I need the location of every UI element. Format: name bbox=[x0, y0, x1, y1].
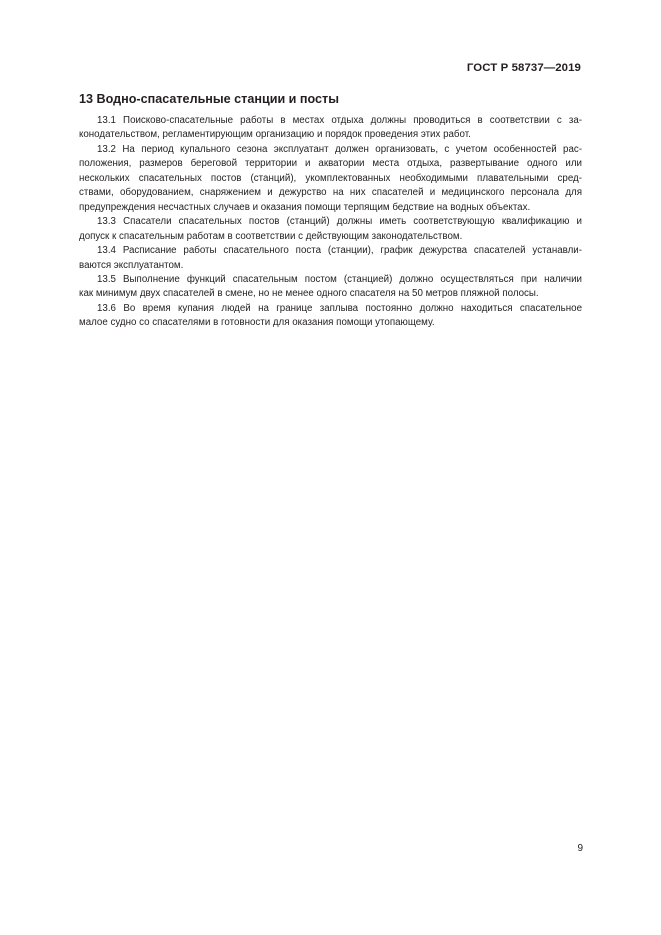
section-body bbox=[79, 114, 582, 331]
paragraph-13-2 bbox=[79, 143, 582, 215]
paragraph-13-3 bbox=[79, 215, 582, 244]
text-line: нескольких спасательных постов (станций), укомплектованных необходимыми плавательными сред- bbox=[79, 172, 582, 184]
text-line: предупреждения несчастных случаев и оказания помощи терпящим бедствие на водных объектах. bbox=[79, 201, 531, 213]
text-line: ваются эксплуатантом. bbox=[79, 259, 184, 271]
text-line: 13.3 Спасатели спасательных постов (станций) должны иметь соответствующую квалификацию и bbox=[97, 216, 582, 228]
document-code: ГОСТ Р 58737—2019 bbox=[466, 62, 581, 74]
text-line: допуск к спасательным работам в соответствии с действующим законодательством. bbox=[79, 230, 463, 242]
paragraph-13-6 bbox=[79, 302, 582, 331]
text-line: 13.4 Расписание работы спасательного поста (станции), график дежурства спасателей устанавли- bbox=[97, 245, 582, 257]
text-line: 13.6 Во время купания людей на границе заплыва постоянно должно находиться спасательное bbox=[97, 302, 582, 314]
section-title: 13 Водно-спасательные станции и посты bbox=[79, 92, 339, 106]
paragraph-13-1 bbox=[79, 114, 582, 143]
text-line: малое судно со спасателями в готовности для оказания помощи утопающему. bbox=[79, 317, 435, 329]
paragraph-13-5 bbox=[79, 273, 582, 302]
text-line: ствами, оборудованием, снаряжением и дежурство на них спасателей и медицинского персонала для bbox=[79, 187, 582, 199]
text-line: конодательством, регламентирующим организацию и порядок проведения этих работ. bbox=[79, 129, 471, 141]
text-line: 13.5 Выполнение функций спасательным постом (станцией) должно осуществляться при наличии bbox=[97, 273, 582, 285]
text-line: 13.2 На период купального сезона эксплуатант должен организовать, с учетом особенностей рас- bbox=[97, 143, 582, 155]
text-line: как минимум двух спасателей в смене, но не менее одного спасателя на 50 метров пляжной полосы. bbox=[79, 288, 539, 300]
text-line: положения, размеров береговой территории и акватории места отдыха, развертывание одного или bbox=[79, 158, 582, 170]
page-number: 9 bbox=[577, 843, 583, 854]
paragraph-13-4 bbox=[79, 244, 582, 273]
text-line: 13.1 Поисково-спасательные работы в местах отдыха должны проводиться в соответствии с за- bbox=[97, 115, 582, 126]
